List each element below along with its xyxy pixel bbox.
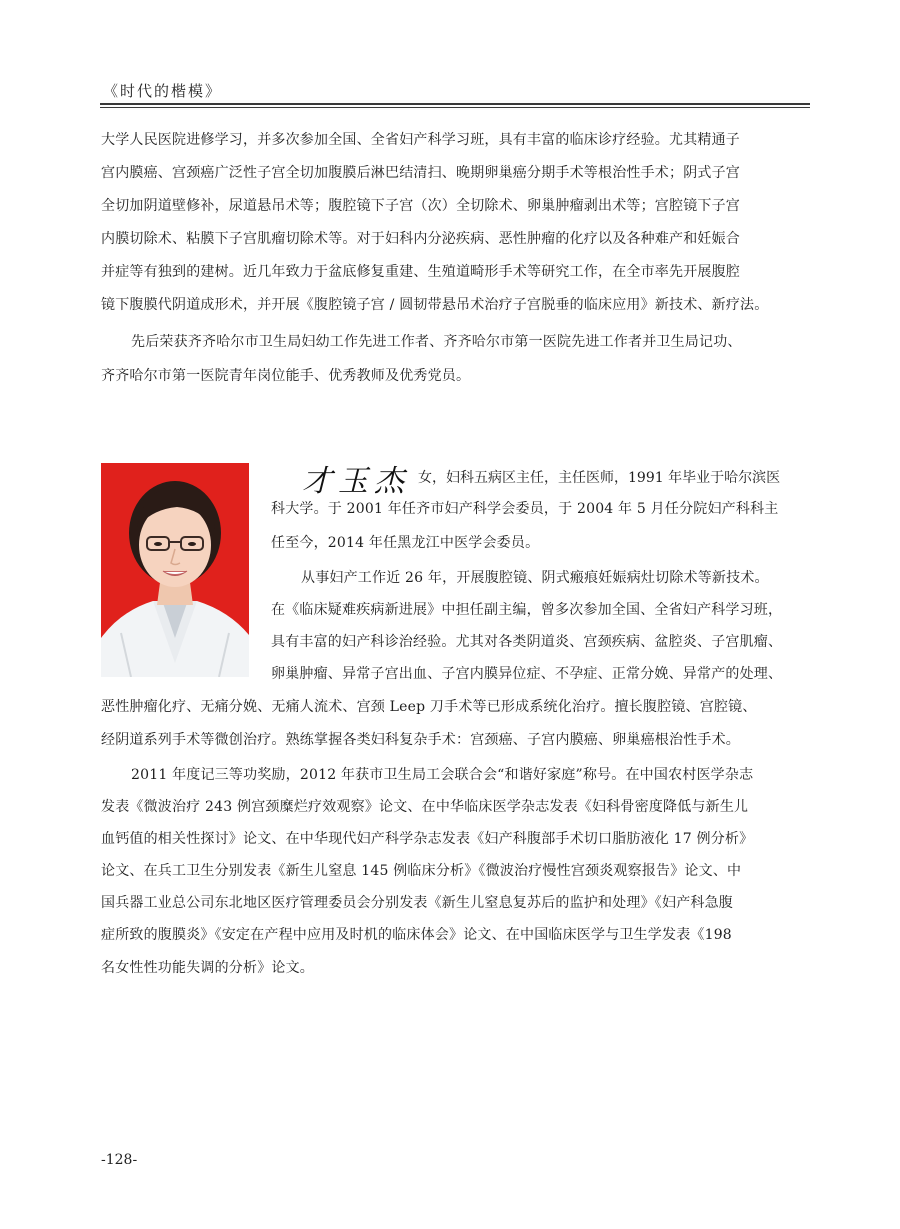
- intro-line-3: 全切加阴道壁修补，尿道悬吊术等；腹腔镜下子宫（次）全切除术、卵巢肿瘤剥出术等；宫腔镜下子宫: [101, 198, 740, 214]
- award-line-2: 发表《微波治疗 243 例宫颈糜烂疗效观察》论文、在中华临床医学杂志发表《妇科骨密度降低与新生儿: [101, 799, 749, 815]
- profile-line-7: 卵巢肿瘤、异常子宫出血、子宫内膜异位症、不孕症、正常分娩、异常产的处理、: [271, 666, 783, 682]
- award-line-1: 2011 年度记三等功奖励，2012 年获市卫生局工会联合会“和谐好家庭”称号。在中国农村医学杂志: [131, 767, 754, 783]
- portrait-photo: [101, 463, 249, 677]
- profile-line-6: 具有丰富的妇产科诊治经验。尤其对各类阴道炎、宫颈疾病、盆腔炎、子宫肌瘤、: [271, 634, 783, 650]
- honor-line-1: 先后荣获齐齐哈尔市卫生局妇幼工作先进工作者、齐齐哈尔市第一医院先进工作者并卫生局记功、: [131, 334, 742, 350]
- intro-line-6: 镜下腹膜代阴道成形术，并开展《腹腔镜子宫 / 圆韧带悬吊术治疗子宫脱垂的临床应用》新技术、新疗法。: [101, 297, 769, 313]
- intro-line-4: 内膜切除术、粘膜下子宫肌瘤切除术等。对于妇科内分泌疾病、恶性肿瘤的化疗以及各种难产和妊娠合: [101, 231, 740, 247]
- profile-line-5: 在《临床疑难疾病新进展》中担任副主编，曾多次参加全国、全省妇产科学习班，: [271, 602, 783, 618]
- profile-line-9: 经阴道系列手术等微创治疗。熟练掌握各类妇科复杂手术：宫颈癌、子宫内膜癌、卵巢癌根治性手术。: [101, 732, 740, 748]
- header-rule-thin: [100, 107, 810, 108]
- intro-line-2: 宫内膜癌、宫颈癌广泛性子宫全切加腹膜后淋巴结清扫、晚期卵巢癌分期手术等根治性手术；阴式子宫: [101, 165, 740, 181]
- profile-line-3: 任至今，2014 年任黑龙江中医学会委员。: [271, 535, 540, 551]
- header-rule: [100, 103, 810, 105]
- award-line-6: 症所致的腹膜炎》《安定在产程中应用及时机的临床体会》论文、在中国临床医学与卫生学发表《198: [101, 927, 732, 943]
- profile-line-4: 从事妇产工作近 26 年，开展腹腔镜、阴式瘢痕妊娠病灶切除术等新技术。: [301, 570, 769, 586]
- honor-line-2: 齐齐哈尔市第一医院青年岗位能手、优秀教师及优秀党员。: [101, 368, 471, 384]
- running-header-title: 《时代的楷模》: [103, 82, 223, 100]
- portrait-illustration: [101, 463, 249, 677]
- intro-line-5: 并症等有独到的建树。近几年致力于盆底修复重建、生殖道畸形手术等研究工作，在全市率先开展腹腔: [101, 264, 740, 280]
- profile-line-8: 恶性肿瘤化疗、无痛分娩、无痛人流术、宫颈 Leep 刀手术等已形成系统化治疗。擅长腹腔镜、宫腔镜、: [101, 699, 757, 715]
- award-line-5: 国兵器工业总公司东北地区医疗管理委员会分别发表《新生儿窒息复苏后的监护和处理》《妇产科急腹: [101, 895, 733, 911]
- award-line-7: 名女性性功能失调的分析》论文。: [101, 960, 314, 976]
- page-number: -128-: [101, 1152, 138, 1168]
- award-line-3: 血钙值的相关性探讨》论文、在中华现代妇产科学杂志发表《妇产科腹部手术切口脂肪液化 17 例分析》: [101, 831, 754, 847]
- intro-line-1: 大学人民医院进修学习，并多次参加全国、全省妇产科学习班，具有丰富的临床诊疗经验。尤其精通子: [101, 132, 740, 148]
- doctor-name: 才玉杰: [302, 464, 410, 499]
- profile-first-line: 女，妇科五病区主任，主任医师，1991 年毕业于哈尔滨医: [418, 470, 781, 486]
- award-line-4: 论文、在兵工卫生分别发表《新生儿窒息 145 例临床分析》《微波治疗慢性宫颈炎观察报告》论文、中: [101, 863, 742, 879]
- profile-line-2: 科大学。于 2001 年任齐市妇产科学会委员，于 2004 年 5 月任分院妇产科科主: [271, 501, 779, 517]
